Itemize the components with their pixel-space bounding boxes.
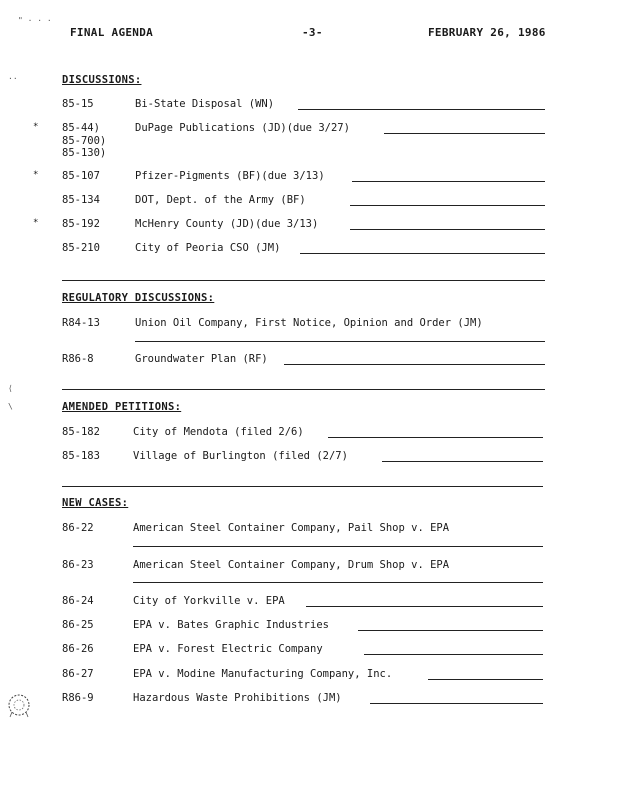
section-divider-line <box>62 389 545 390</box>
item-description: City of Peoria CSO (JM) <box>135 242 281 254</box>
item-description: City of Yorkville v. EPA <box>133 595 285 607</box>
item-description: Bi-State Disposal (WN) <box>135 98 275 110</box>
blank-line <box>328 437 543 438</box>
item-number: 85-107 <box>62 170 100 182</box>
item-number: 85-130) <box>62 147 107 159</box>
section-title-regulatory: REGULATORY DISCUSSIONS: <box>62 292 215 304</box>
scan-speck: \ <box>8 402 13 411</box>
item-number: 86-25 <box>62 619 94 631</box>
item-number: 85-700) <box>62 135 107 147</box>
section-divider-line <box>62 486 543 487</box>
item-number: 86-23 <box>62 559 94 571</box>
blank-line <box>350 229 545 230</box>
scan-speck: ·· <box>8 74 18 83</box>
item-description: American Steel Container Company, Drum Shop v. EPA <box>133 559 450 571</box>
item-number: 85-15 <box>62 98 94 110</box>
item-description: Hazardous Waste Prohibitions (JM) <box>133 692 342 704</box>
blank-line <box>135 341 545 342</box>
section-title-discussions: DISCUSSIONS: <box>62 74 142 86</box>
item-description: Pfizer-Pigments (BF)(due 3/13) <box>135 170 325 182</box>
header-title: FINAL AGENDA <box>70 26 154 39</box>
blank-line <box>358 630 543 631</box>
item-number: 85-134 <box>62 194 100 206</box>
blank-line <box>133 546 543 547</box>
item-number: 86-26 <box>62 643 94 655</box>
section-title-new-cases: NEW CASES: <box>62 497 129 509</box>
item-description: DuPage Publications (JD)(due 3/27) <box>135 122 350 134</box>
blank-line <box>364 654 543 655</box>
blank-line <box>350 205 545 206</box>
asterisk-mark: * <box>33 170 39 180</box>
item-number: 86-27 <box>62 668 94 680</box>
blank-line <box>300 253 545 254</box>
header-date: FEBRUARY 26, 1986 <box>428 26 546 39</box>
item-number: 85-210 <box>62 242 100 254</box>
item-number: 86-24 <box>62 595 94 607</box>
blank-line <box>352 181 545 182</box>
section-title-amended: AMENDED PETITIONS: <box>62 401 182 413</box>
item-description: City of Mendota (filed 2/6) <box>133 426 304 438</box>
item-number: 85-183 <box>62 450 100 462</box>
asterisk-mark: * <box>33 122 39 132</box>
blank-line <box>428 679 543 680</box>
section-divider-line <box>62 280 545 281</box>
blank-line <box>133 582 543 583</box>
item-description: Union Oil Company, First Notice, Opinion and Order (JM) <box>135 317 483 329</box>
item-number: 86-22 <box>62 522 94 534</box>
item-description: American Steel Container Company, Pail Shop v. EPA <box>133 522 450 534</box>
asterisk-mark: * <box>33 218 39 228</box>
item-description: DOT, Dept. of the Army (BF) <box>135 194 306 206</box>
blank-line <box>284 364 545 365</box>
item-description: EPA v. Forest Electric Company <box>133 643 323 655</box>
blank-line <box>306 606 543 607</box>
item-number: 85-182 <box>62 426 100 438</box>
blank-line <box>298 109 545 110</box>
blank-line <box>384 133 545 134</box>
item-description: McHenry County (JD)(due 3/13) <box>135 218 319 230</box>
item-description: EPA v. Bates Graphic Industries <box>133 619 329 631</box>
stamp-mark <box>6 690 32 720</box>
blank-line <box>370 703 543 704</box>
header-page-number: -3- <box>302 26 323 39</box>
item-number: R86-8 <box>62 353 94 365</box>
blank-line <box>382 461 543 462</box>
item-description: Groundwater Plan (RF) <box>135 353 268 365</box>
item-number: R84-13 <box>62 317 100 329</box>
scan-speck: ⟨ <box>8 384 13 393</box>
item-description: EPA v. Modine Manufacturing Company, Inc. <box>133 668 393 680</box>
item-number: 85-192 <box>62 218 100 230</box>
scan-speck: " · · · <box>18 16 52 25</box>
item-number: R86-9 <box>62 692 94 704</box>
item-description: Village of Burlington (filed (2/7) <box>133 450 348 462</box>
item-number: 85-44) <box>62 122 100 134</box>
